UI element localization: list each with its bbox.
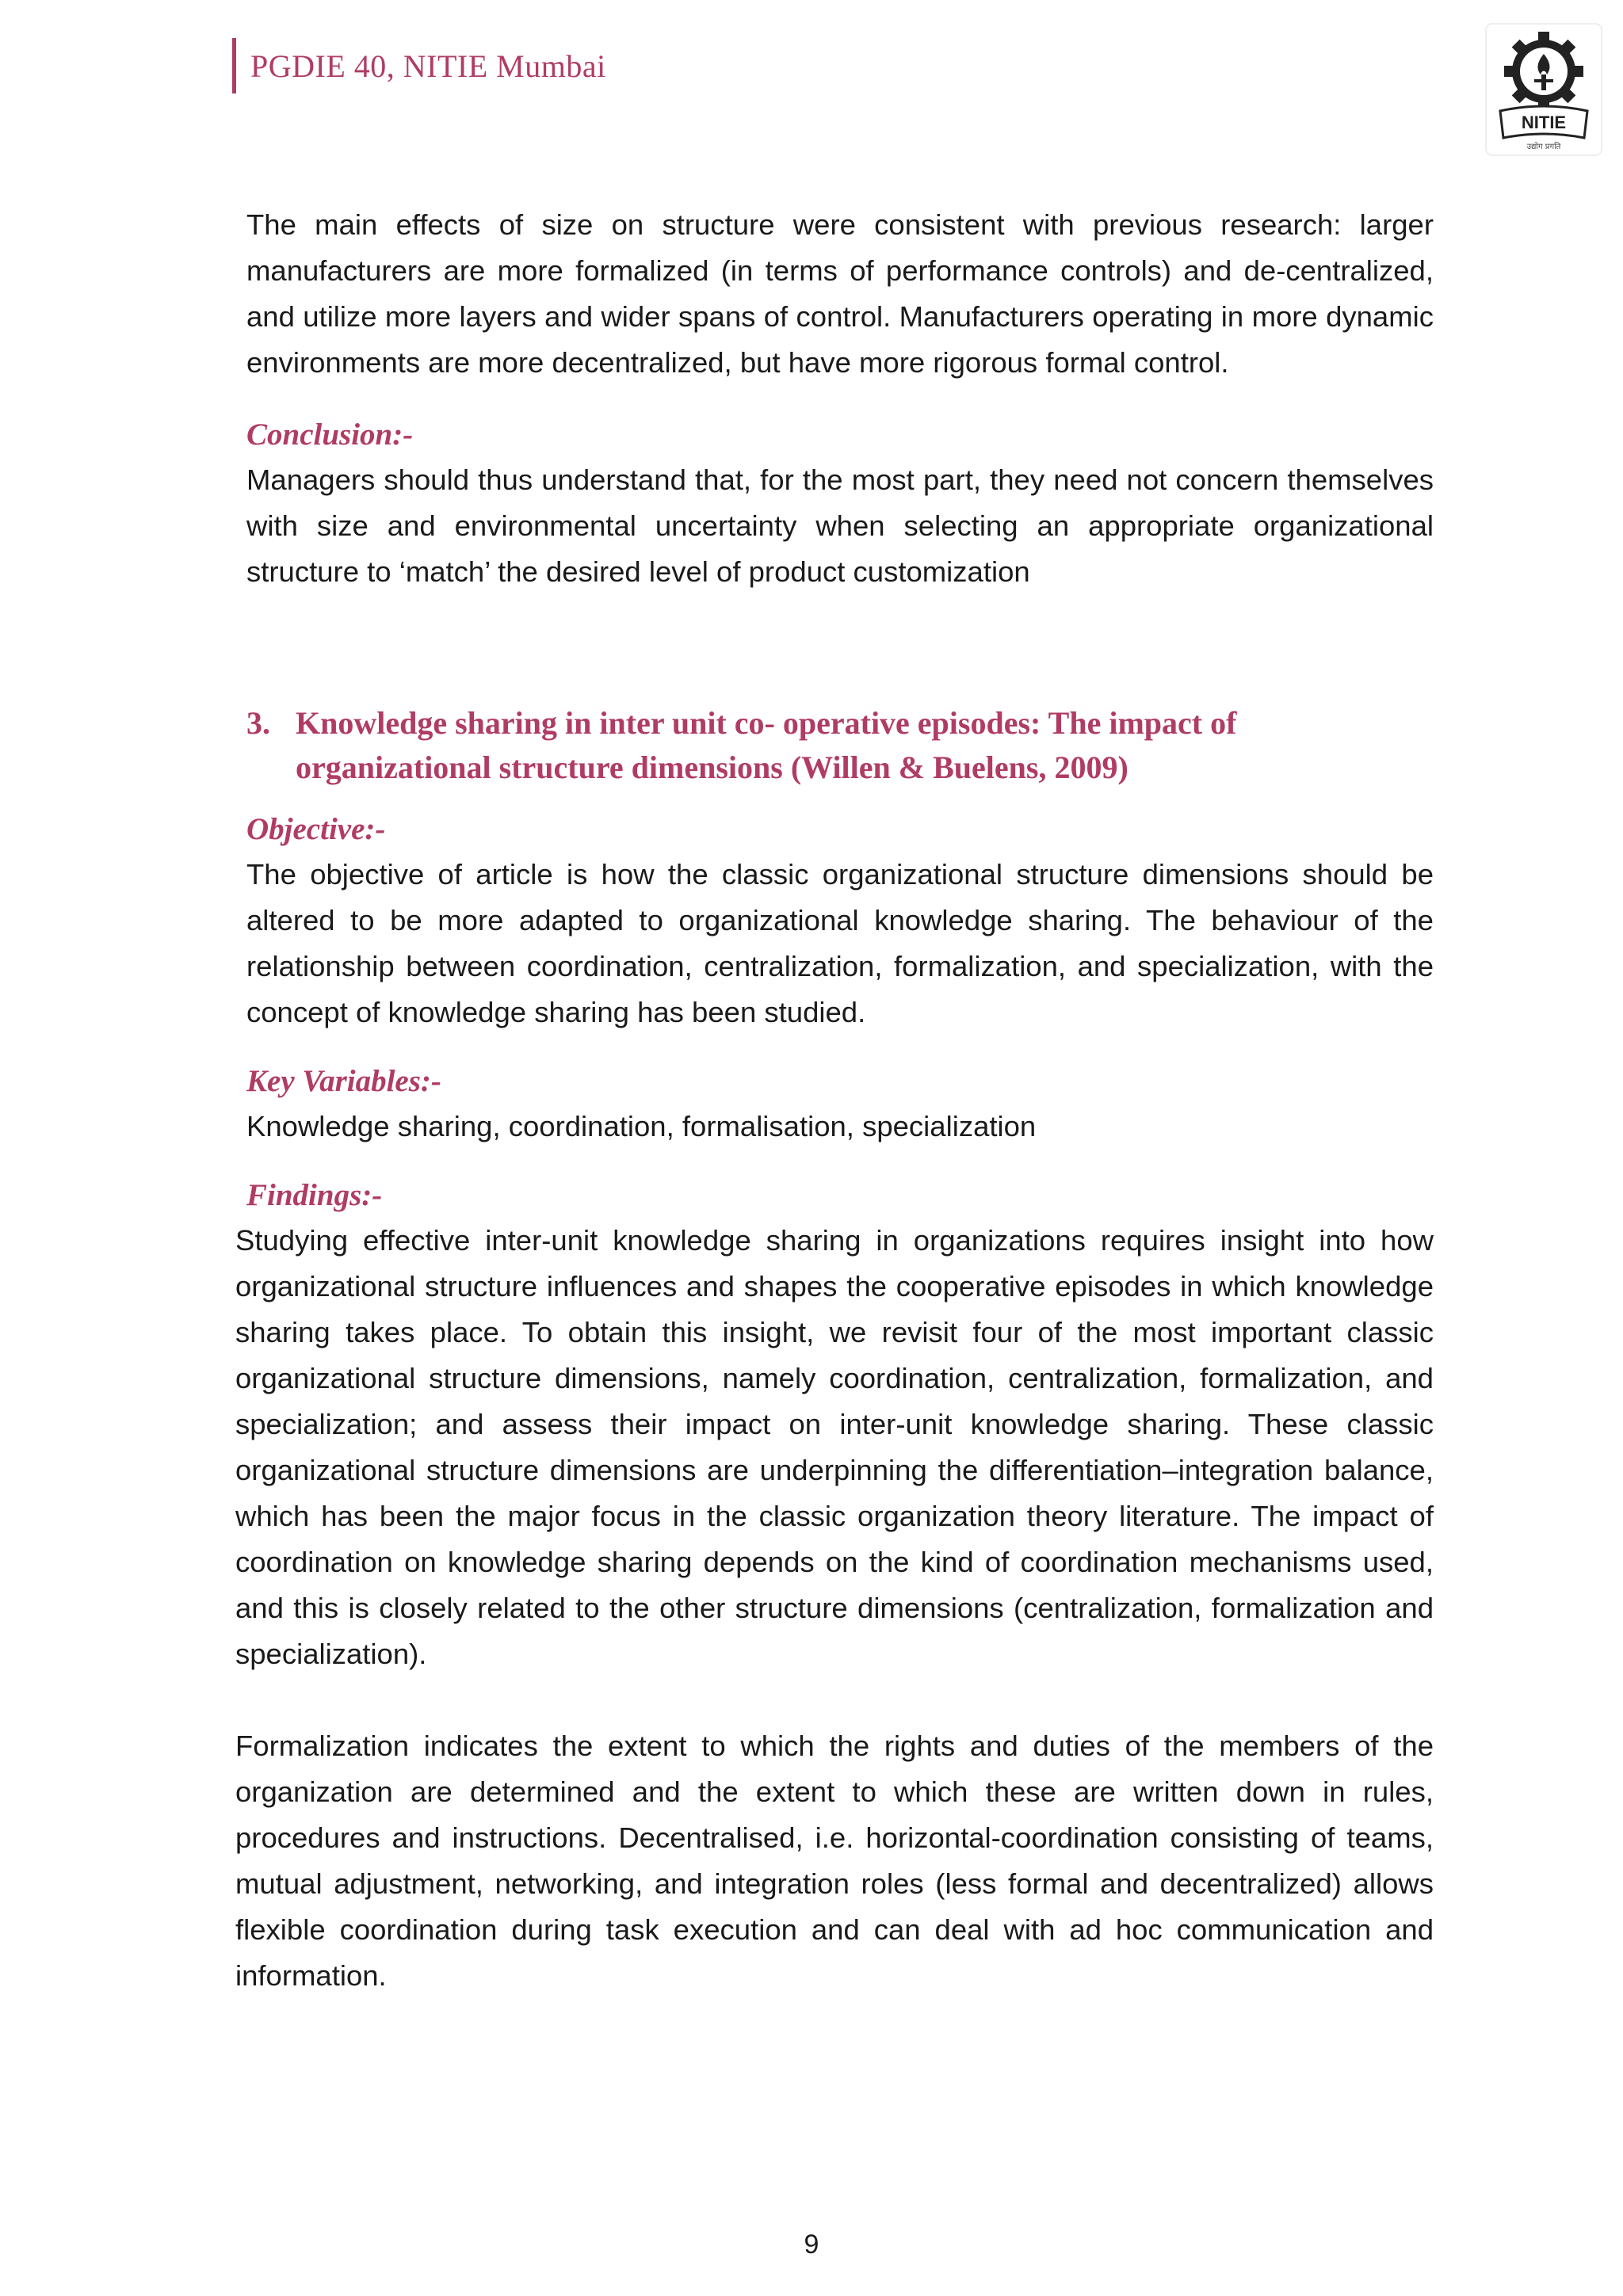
findings-paragraph-2: Formalization indicates the extent to which the rights and duties of the members of the organization are determined and the extent to which these are written down in rules, procedures and instructions. Decentralised, i.e. horizontal-coordination consisting of teams, mutual adjustment, networking, and integration roles (less formal and decentralized) allows flexible coordination during task execution and can deal with ad hoc communication and information.	[235, 1730, 1434, 1992]
section-3-title	[246, 701, 1434, 790]
section-number: 3.	[246, 705, 270, 741]
objective-paragraph: The objective of article is how the classic organizational structure dimensions should be altered to be more adapted to organizational knowledge sharing. The behaviour of the relationship between coordination, centralization, formalization, and specialization, with the concept of knowledge sharing has been studied.	[246, 858, 1434, 1028]
section-title-text: Knowledge sharing in inter unit co- operative episodes: The impact of organizational structure dimensions (Willen & Buelens, 2009)	[296, 705, 1237, 785]
page-number: 9	[804, 2229, 819, 2260]
logo-subtext: उद्योग प्रगति	[1526, 143, 1561, 151]
findings-paragraph-1: Studying effective inter-unit knowledge sharing in organizations requires insight into how organizational structure influences and shapes the cooperative episodes in which knowledge sharing takes place. To obtain this insight, we revisit four of the most important classic organizational structure dimensions, namely coordination, centralization, formalization, and specialization; and assess their impact on inter-unit knowledge sharing. These classic organizational structure dimensions are underpinning the differentiation–integration balance, which has been the major focus in the classic organization theory literature. The impact of coordination on knowledge sharing depends on the kind of coordination mechanisms used, and this is closely related to the other structure dimensions (centralization, formalization and specialization).	[235, 1224, 1434, 1670]
page-content	[235, 202, 1434, 1999]
header-title: PGDIE 40, NITIE Mumbai	[250, 48, 606, 84]
key-variables-text: Knowledge sharing, coordination, formalisation, specialization	[246, 1110, 1037, 1142]
conclusion-heading: Conclusion:-	[246, 418, 414, 452]
objective-heading: Objective:-	[246, 812, 386, 846]
logo-text: NITIE	[1521, 113, 1567, 132]
intro-paragraph: The main effects of size on structure were consistent with previous research: larger manufacturers are more formalized (in terms of performance controls) and de-centralized, and utilize more layers and wider spans of control. Manufacturers operating in more dynamic environments are more decentralized, but have more rigorous formal control.	[246, 208, 1434, 379]
key-variables-heading: Key Variables:-	[246, 1064, 441, 1098]
page-header	[232, 38, 606, 93]
findings-heading: Findings:-	[246, 1178, 383, 1212]
nitie-logo	[1484, 22, 1603, 157]
conclusion-paragraph: Managers should thus understand that, for the most part, they need not concern themselves with size and environmental uncertainty when selecting an appropriate organizational structure to ‘match’ the desired level of product customization	[246, 463, 1434, 588]
